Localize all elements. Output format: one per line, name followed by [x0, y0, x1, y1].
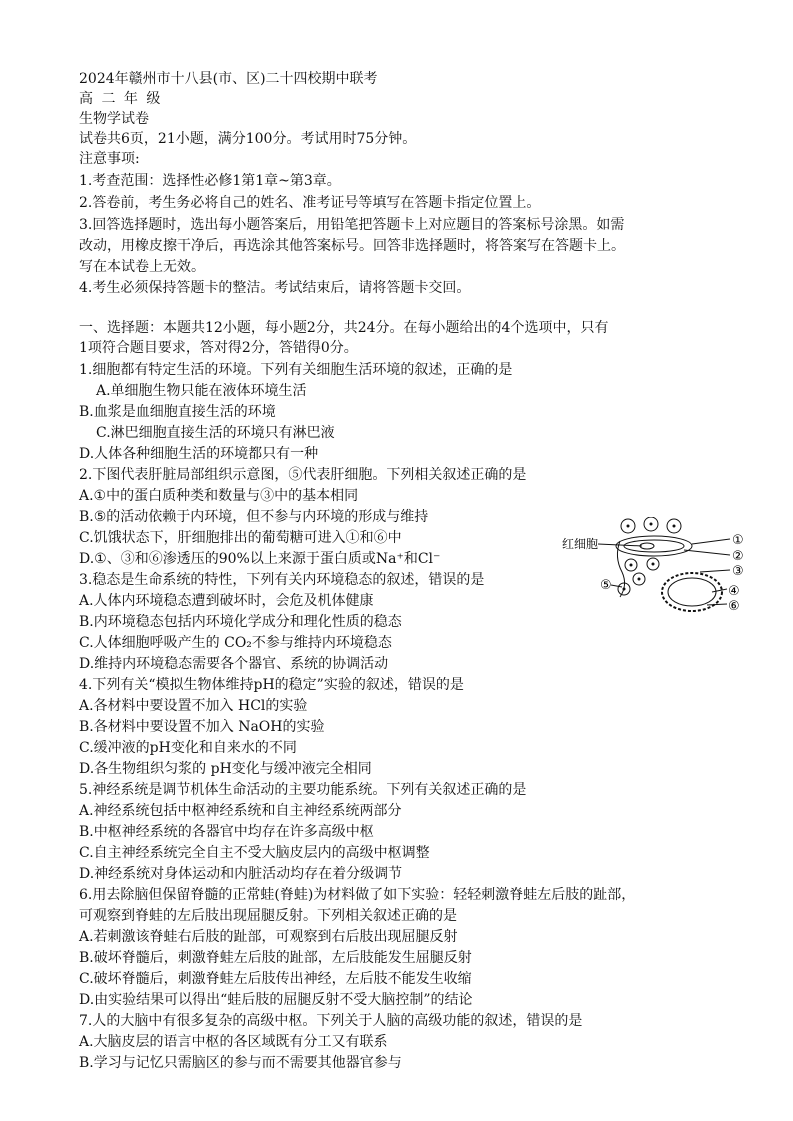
cell-nucleus: [623, 588, 626, 591]
marker-5: ⑤: [600, 578, 612, 593]
leader-line: [707, 604, 727, 605]
option-d: D.人体各种细胞生活的环境都只有一种: [79, 446, 319, 462]
option-c: C.饥饿状态下，肝细胞排出的葡萄糖可进入①和⑥中: [79, 530, 402, 546]
option-b: B.内环境稳态包括内环境化学成分和理化性质的稳态: [79, 614, 402, 630]
cell-nucleus: [630, 564, 633, 567]
cell-nucleus: [652, 563, 655, 566]
grade-line: 高 二 年 级: [79, 91, 163, 107]
notice-line: 4.考生必须保持答题卡的整洁。考试结束后，请将答题卡交回。: [79, 280, 471, 296]
question-stem: 2.下图代表肝脏局部组织示意图，⑤代表肝细胞。下列相关叙述正确的是: [79, 467, 527, 483]
cell-nucleus: [650, 523, 653, 526]
section-title: 一、选择题：本题共12小题，每小题2分，共24分。在每小题给出的4个选项中，只有: [79, 320, 609, 336]
marker-3: ③: [732, 564, 744, 579]
exam-title: 2024年赣州市十八县(市、区)二十四校期中联考: [79, 71, 378, 87]
leader-line: [712, 589, 727, 592]
question-stem: 5.神经系统是调节机体生命活动的主要功能系统。下列有关叙述正确的是: [79, 782, 527, 798]
option-c: C.人体细胞呼吸产生的 CO₂不参与维持内环境稳态: [79, 635, 392, 651]
rbc-label: 红细胞: [562, 537, 599, 551]
leader-line: [684, 550, 730, 555]
option-b: B.中枢神经系统的各器官中均存在许多高级中枢: [79, 824, 374, 840]
option-c: C.破坏脊髓后，刺激脊蛙左后肢传出神经，左后肢不能发生收缩: [79, 971, 472, 987]
exam-info: 试卷共6页，21小题，满分100分。考试用时75分钟。: [79, 131, 417, 147]
question-stem: 7.人的大脑中有很多复杂的高级中枢。下列关于人脑的高级功能的叙述，错误的是: [79, 1013, 583, 1029]
leader-line: [611, 585, 622, 587]
option-a: A.单细胞生物只能在液体环境生活: [96, 383, 307, 399]
marker-2: ②: [732, 549, 744, 564]
question-stem: 可观察到脊蛙的左后肢出现屈腿反射。下列相关叙述正确的是: [79, 908, 457, 924]
option-d: D.各生物组织匀浆的 pH变化与缓冲液完全相同: [79, 761, 372, 777]
notice-line: 3.回答选择题时，选出每小题答案后，用铅笔把答题卡上对应题目的答案标号涂黑。如需: [79, 217, 625, 233]
option-a: A.大脑皮层的语言中枢的各区域既有分工又有联系: [79, 1034, 388, 1050]
lymph-lumen: [668, 578, 716, 606]
marker-6: ⑥: [728, 599, 740, 614]
notice-line: 写在本试卷上无效。: [79, 259, 205, 275]
option-d: D.①、③和⑥渗透压的90%以上来源于蛋白质或Na⁺和Cl⁻: [79, 551, 441, 567]
cell-nucleus: [638, 578, 641, 581]
option-a: A.①中的蛋白质种类和数量与③中的基本相同: [79, 488, 359, 504]
question-stem: 3.稳态是生命系统的特性，下列有关内环境稳态的叙述，错误的是: [79, 572, 485, 588]
option-b: B.血浆是血细胞直接生活的环境: [79, 404, 276, 420]
marker-1: ①: [732, 533, 744, 548]
question-stem: 4.下列有关“模拟生物体维持pH的稳定”实验的叙述，错误的是: [79, 677, 464, 693]
notice-line: 1.考查范围：选择性必修1第1章~第3章。: [79, 173, 341, 189]
option-a: A.各材料中要设置不加入 HCl的实验: [79, 698, 308, 714]
question-stem: 6.用去除脑但保留脊髓的正常蛙(脊蛙)为材料做了如下实验：轻轻刺激脊蛙左后肢的趾部，: [79, 887, 636, 903]
option-b: B.破坏脊髓后，刺激脊蛙左后肢的趾部，左后肢能发生屈腿反射: [79, 950, 472, 966]
marker-4: ④: [728, 584, 740, 599]
option-d: D.由实验结果可以得出“蛙后肢的屈腿反射不受大脑控制”的结论: [79, 992, 473, 1008]
option-a: A.神经系统包括中枢神经系统和自主神经系统两部分: [79, 803, 402, 819]
option-a: A.人体内环境稳态遭到破坏时，会危及机体健康: [79, 593, 374, 609]
option-d: D.神经系统对身体运动和内脏活动均存在着分级调节: [79, 866, 403, 882]
question-stem: 1.细胞都有特定生活的环境。下列有关细胞生活环境的叙述，正确的是: [79, 362, 513, 378]
notice-line: 改动，用橡皮擦干净后，再选涂其他答案标号。回答非选择题时，将答案写在答题卡上。: [79, 238, 625, 254]
section-title: 1项符合题目要求，答对得2分，答错得0分。: [79, 340, 358, 356]
notice-line: 2.答卷前，考生务必将自己的姓名、准考证号等填写在答题卡指定位置上。: [79, 195, 541, 211]
leader-line: [598, 544, 642, 546]
cell-nucleus: [627, 525, 630, 528]
option-a: A.若刺激该脊蛙右后肢的趾部，可观察到右后肢出现屈腿反射: [79, 929, 458, 945]
red-blood-cell: [640, 543, 654, 549]
leader-line: [692, 539, 730, 544]
option-d: D.维持内环境稳态需要各个器官、系统的协调活动: [79, 656, 389, 672]
subject-line: 生物学试卷: [79, 111, 149, 127]
option-b: B.⑤的活动依赖于内环境，但不参与内环境的形成与维持: [79, 509, 429, 525]
option-b: B.学习与记忆只需脑区的参与而不需要其他器官参与: [79, 1055, 402, 1071]
option-c: C.淋巴细胞直接生活的环境只有淋巴液: [96, 425, 335, 441]
liver-tissue-diagram: [562, 517, 752, 617]
cell-nucleus: [673, 525, 676, 528]
notice-title: 注意事项:: [79, 151, 140, 167]
option-c: C.自主神经系统完全自主不受大脑皮层内的高级中枢调整: [79, 845, 430, 861]
leader-line: [700, 570, 730, 572]
option-c: C.缓冲液的pH变化和自来水的不同: [79, 740, 297, 756]
option-b: B.各材料中要设置不加入 NaOH的实验: [79, 719, 325, 735]
